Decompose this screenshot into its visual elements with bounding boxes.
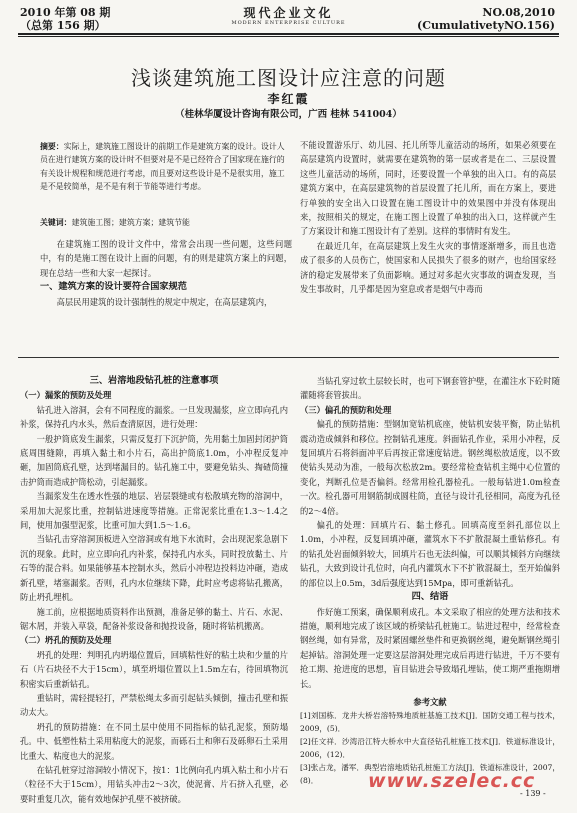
column-3 bbox=[20, 374, 288, 806]
watermark-url: www.szelec.cc bbox=[368, 770, 536, 792]
paragraph: 当漏浆发生在透水性强的地层、岩层裂缝或有松散填充物的溶洞中，采用加大泥浆比重，控制钻进速度等措施。正常泥浆比重在1.3～1.4之间，使用加强型泥浆，比重可加大到1.5～1.6。 bbox=[20, 491, 288, 531]
section-3-heading: 三、岩溶地段钻孔桩的注意事项 bbox=[89, 375, 219, 386]
reference-item: [1]刘国栋．龙井大桥岩溶特殊地质桩基施工技术[J]．国防交通工程与技术，2009，(5)． bbox=[300, 711, 560, 734]
journal-name-en: MODERN ENTERPRISE CULTURE bbox=[231, 20, 346, 26]
paragraph: 当钻孔击穿溶洞顶板进入空溶洞或有地下水流时，会出现泥浆急剧下沉的现象。此时，应立即向孔内补浆，保持孔内水头，同时投放黏土、片石等的混合料。如果能够基本控制水头，然后小冲程边投料边冲砸，造成新孔壁，堵塞漏浆。否则，孔内水位继续下降，此时应考虑将钻孔搬离，防止坍孔埋机。 bbox=[20, 534, 288, 603]
paragraph: 钻孔进入溶洞，会有不同程度的漏浆。一旦发现漏浆，应立即向孔内补浆，保持孔内水头，然后查清原因，进行处理： bbox=[20, 404, 288, 430]
page-number: - 139 - bbox=[520, 789, 546, 798]
paragraph: 重钻时，需轻提轻打，严禁松绳太多而引起钻头倾倒，撞击孔壁和振动太大。 bbox=[20, 692, 288, 718]
paragraph: 坍孔的处理：判明孔内坍塌位置后，回填粘性好的粘土块和少量的片石（片石块径不大于15cm），填至坍塌位置以上1.5m左右，待回填物沉积密实后重新钻孔。 bbox=[20, 649, 288, 689]
paragraph: 当钻孔穿过软土层较长时，也可下钢套管护壁，在灌注水下砼时随灌随将套管拔出。 bbox=[300, 376, 560, 401]
paragraph: 一般护筒底发生漏浆，只需反复打下沉护筒，先用黏土加固封闭护筒底周围缝隙，再填入黏土和小片石，高出护筒底1.0m，小冲程反复冲砸，加固筒底孔壁，达到堵漏目的。钻孔施工中，要避免钻头、掏碴筒撞击护筒而造成护筒松动，引起漏浆。 bbox=[20, 433, 288, 487]
section-1-heading: 一、建筑方案的设计要符合国家规范 bbox=[40, 281, 187, 293]
section-4-heading: 四、结语 bbox=[411, 591, 449, 603]
reference-item: [2]任文祥．沙湾沿江特大桥水中大直径钻孔桩施工技术[J]．铁道标准设计，2006，(12)． bbox=[300, 737, 560, 760]
paragraph: 坍孔的预防措施：在不同土层中使用不同指标的钻孔泥浆，预防塌孔。中、低塑性粘土采用粘度大的泥浆，而砾石土和卵石及砾卵石土采用比重大、粘度也大的泥浆。 bbox=[20, 721, 288, 761]
references-heading: 参考文献 bbox=[413, 696, 447, 707]
article-divider bbox=[18, 357, 559, 358]
cumulative-issue: （总第 156 期） bbox=[20, 19, 106, 32]
paragraph: 作好施工预案，确保顺利成孔。本文采取了相应的处理方法和技术措施，顺利地完成了该区域的桥梁钻孔桩施工。钻进过程中，经常检查钢丝绳，如有异常，及时紧固螺丝垫件和更换钢丝绳，避免断钢丝绳引起掉钻。溶洞处理一定要这层溶洞处理完成后再进行钻进，千万不要有抢工期、抢进度的思想，盲目钻进会导致塌孔埋钻，使工期严重拖期增长。 bbox=[300, 606, 560, 689]
column-1 bbox=[40, 237, 292, 309]
paragraph: 不能设置游乐厅、幼儿园、托儿所等儿童活动的场所，如果必须要在高层建筑内设置时，就需要在建筑物的第一层或者是在二、三层设置这些儿童活动的场所，同时，还要设置一个单独的出入口。有的高层建筑方案中，在高层建筑物的首层设置了托儿所，而在方案上，要进行单独的安全出入口设置在施工图设计中的效果图中并没有体现出来，按照相关的规定，在施工图上设置了单独的出入口，这样就产生了方案设计和施工图设计有了差别。这样的事情时有发生。 bbox=[300, 140, 556, 237]
subsection-heading: （一）漏浆的预防及处理 bbox=[20, 390, 112, 401]
header-rule bbox=[18, 33, 559, 35]
reference-item: [3]张占龙，潘军．典型岩溶地质钻孔桩施工方法[J]．铁道标准设计，2007，(8)． bbox=[300, 763, 560, 786]
abstract bbox=[40, 140, 292, 193]
issue-number-en: NO.08,2010 bbox=[482, 6, 555, 19]
intro-paragraph: 在建筑施工图的设计文件中，常常会出现一些问题，这些问题中，有的是施工图在设计上面的问题，有的则是建筑方案上的问题，现在总结一些和大家一起探讨。 bbox=[40, 239, 292, 278]
author-affiliation: （桂林华厦设计咨询有限公司，广西 桂林 541004） bbox=[175, 109, 402, 120]
subsection-heading: （三）偏孔的预防和处理 bbox=[300, 404, 392, 415]
article-title: 浅谈建筑施工图设计应注意的问题 bbox=[131, 66, 446, 90]
column-4 bbox=[300, 374, 560, 787]
column-2 bbox=[300, 138, 556, 296]
subsection-heading: （二）坍孔的预防及处理 bbox=[20, 635, 112, 646]
paragraph: 施工前，应根据地质资料作出预测，准备足够的黏土、片石、水泥、锯木屑，并装入草袋，配备补浆设备和抛投设备，随时将钻机搬离。 bbox=[20, 606, 288, 631]
keywords-text: 建筑施工图；建筑方案；建筑节能 bbox=[71, 218, 190, 227]
paragraph: 高层民用建筑的设计强制性的规定中规定，在高层建筑内， bbox=[56, 296, 273, 307]
issue-number: 2010 年第 08 期 bbox=[20, 6, 111, 19]
cumulative-issue-en: (CumulativetyNO.156) bbox=[416, 19, 555, 32]
paragraph: 偏孔的预防措施：型钢加宽钻机底座，使钻机安装平衡，防止钻机震动造成倾斜和移位。控制钻孔速度。斜面钻孔作业，采用小冲程，反复回填片石将斜面冲平后再按正常速度钻进。钢丝绳松放适度，以不致使钻头晃动为准，一般每次松放2m。要经常检查钻机主绳中心位置的变化，判断孔位是否偏斜。经常用检孔器检孔。一般每钻进1.0m检查一次。检孔器可用钢筋制成圆柱筒，直径与设计孔径相同，高度为孔径的2～4倍。 bbox=[300, 419, 560, 516]
paragraph: 在钻孔桩穿过溶洞较小情况下，按1：1比例向孔内填入粘土和小片石（粒径不大于15cm），用钻头冲击2～3次，使泥膏、片石挤入孔壁，必要时重复几次，能有效地保护孔壁不被挤破。 bbox=[20, 764, 288, 804]
keywords-label: 关键词： bbox=[40, 218, 72, 227]
article-author: 李红霞 bbox=[267, 92, 310, 106]
abstract-text: 实际上，建筑施工图设计的前期工作是建筑方案的设计。设计人员在进行建筑方案的设计时不但要对是不是已经符合了国家现在施行的有关设计规程和规范进行考虑，而且要对这些设计是不是很实用，施工是不是较简单，是不是有利于节能等进行考虑。 bbox=[40, 142, 285, 191]
header-rule-thin bbox=[18, 36, 559, 37]
journal-name-cn: 现代企业文化 bbox=[243, 6, 334, 20]
paragraph: 偏孔的处理：回填片石、黏土修孔。回填高度至斜孔部位以上1.0m，小冲程，反复回填冲砸，灌筑水下不扩散混凝土重钻修孔。有的钻孔处岩面倾斜较大，回填片石也无法纠偏，可以顺其倾斜方向继续钻孔，大致到设计孔位时，向孔内灌筑水下不扩散混凝土，至开始偏斜的部位以上0.5m，3d后强度达到15Mpa，即可重新钻孔。 bbox=[300, 520, 560, 588]
abstract-label: 摘要： bbox=[40, 142, 64, 151]
paragraph: 在最近几年，在高层建筑上发生火灾的事情逐渐增多，而且也造成了很多的人员伤亡，使国家和人民损失了很多的财产，也给国家经济的稳定发展带来了负面影响。通过对多起火灾事故的调查发现，当发生事故时，几乎都是因为窒息或者是烟气中毒而 bbox=[300, 240, 556, 295]
issue-info-en bbox=[417, 6, 555, 32]
keywords bbox=[40, 216, 292, 229]
